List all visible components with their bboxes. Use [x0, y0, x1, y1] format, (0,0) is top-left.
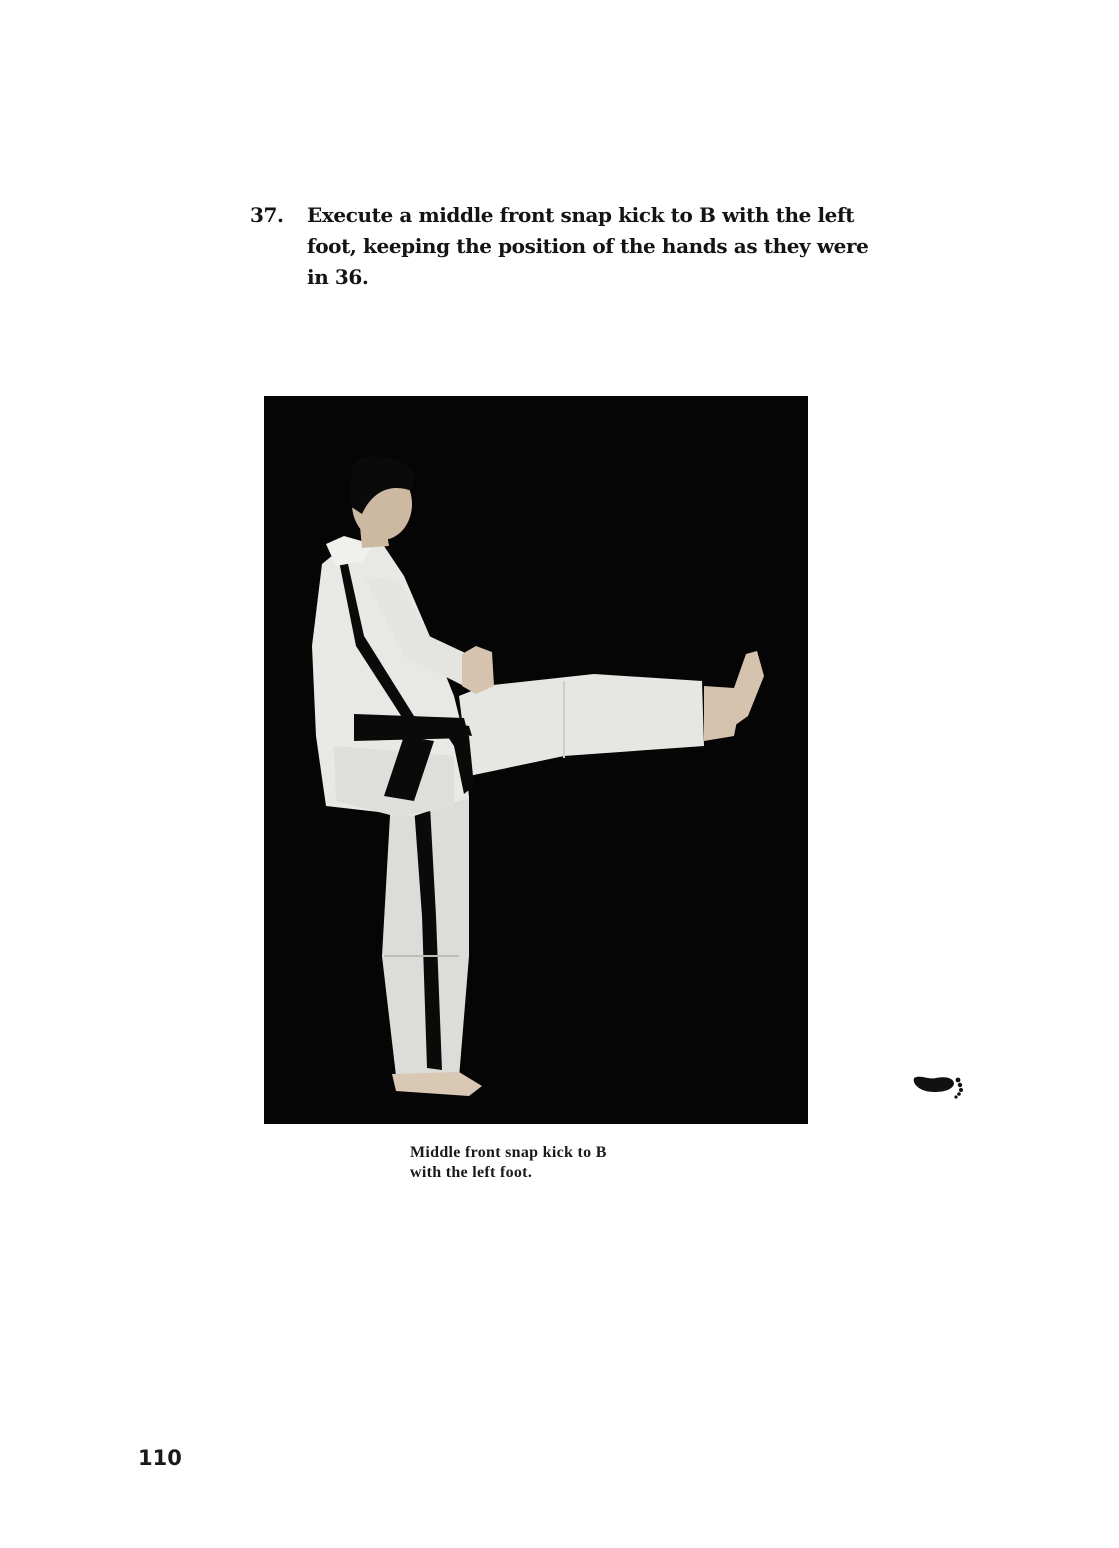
step-number: 37. [250, 203, 284, 227]
footprint-icon [910, 1068, 970, 1106]
step-text: Execute a middle front snap kick to B with the left foot, keeping the position of the hands as they were in 36. [307, 203, 869, 289]
kick-figure-illustration [264, 396, 808, 1124]
page-number: 110 [138, 1446, 182, 1470]
kick-photograph [264, 396, 808, 1124]
caption-line-2: with the left foot. [410, 1164, 533, 1181]
step-instruction [250, 200, 890, 293]
caption-line-1: Middle front snap kick to B [410, 1144, 607, 1161]
photo-caption [410, 1143, 710, 1183]
